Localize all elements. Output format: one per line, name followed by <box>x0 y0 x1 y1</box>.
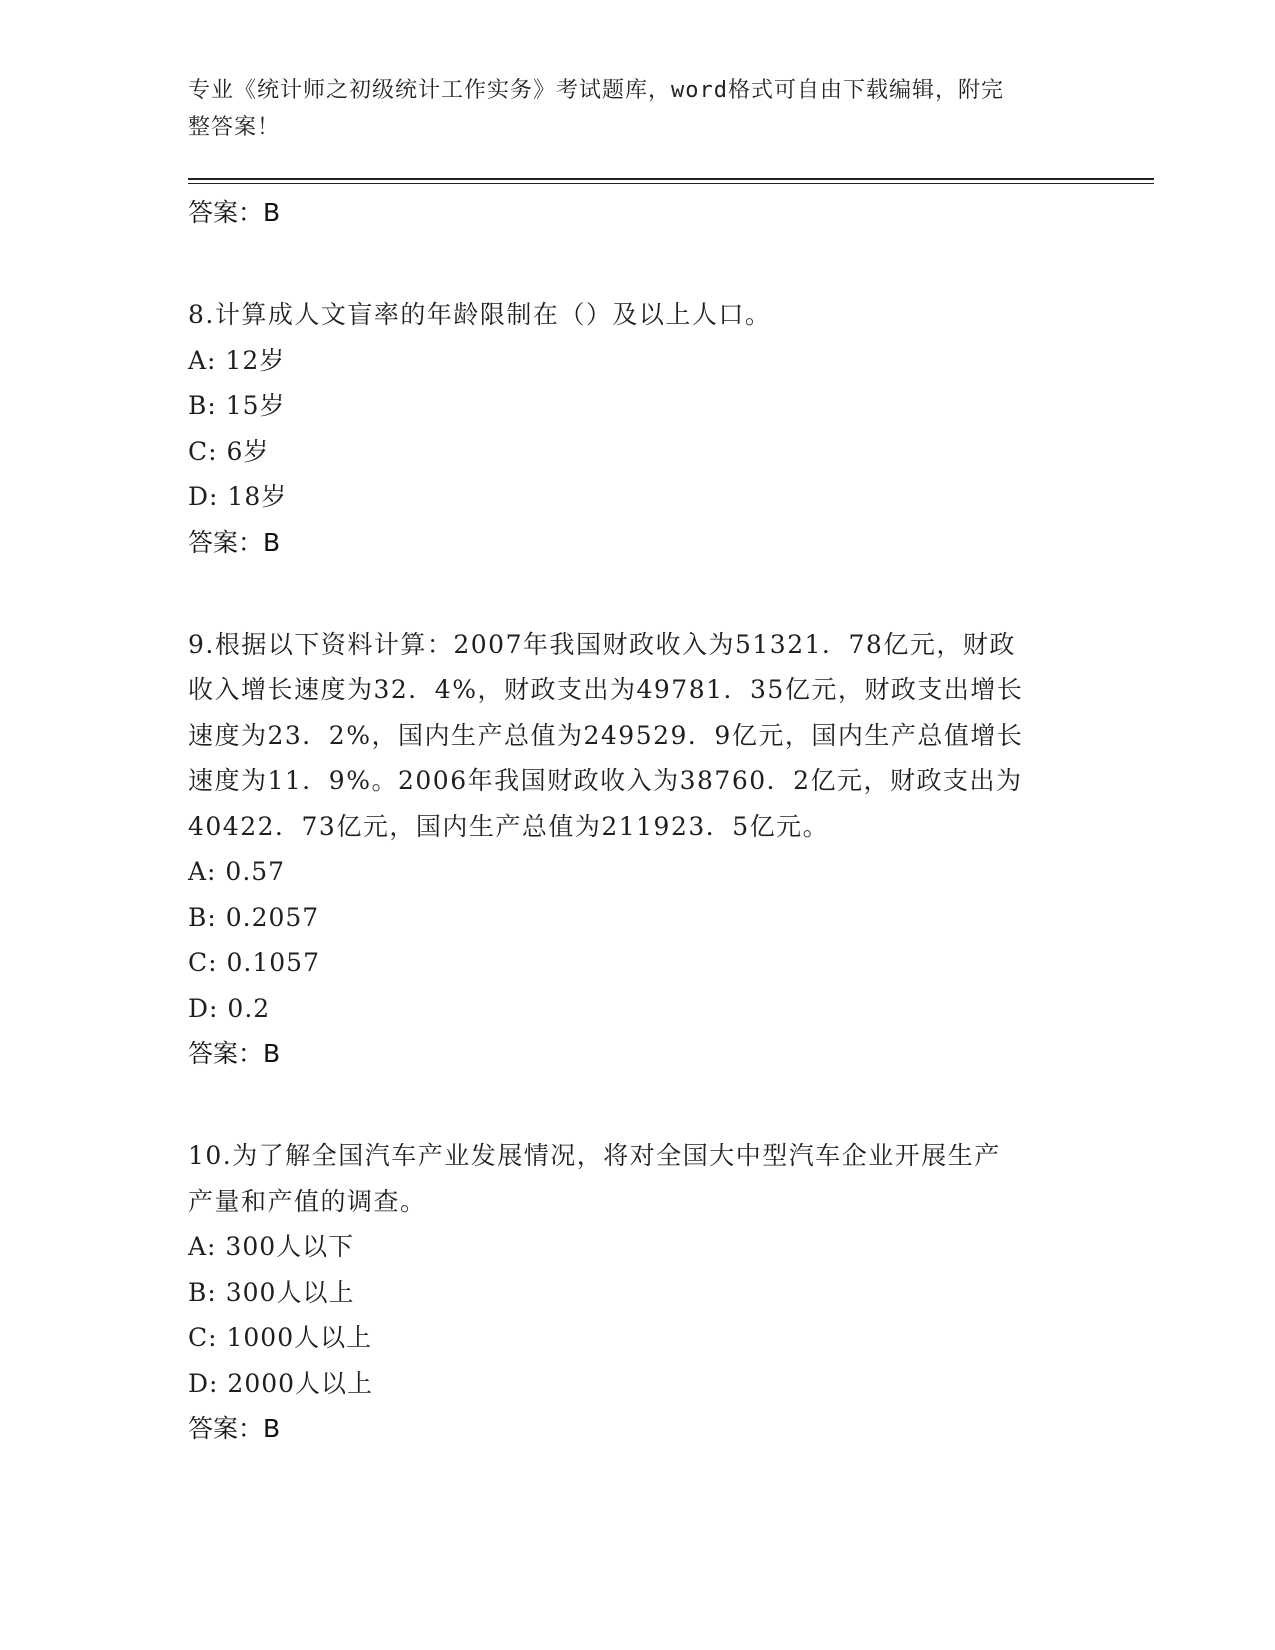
question-stem: 8.计算成人文盲率的年龄限制在（）及以上人口。 <box>188 300 772 329</box>
question-8 <box>188 292 1088 565</box>
question-stem-line: 收入增长速度为32．4%，财政支出为49781．35亿元，财政支出增长 <box>188 675 1024 704</box>
question-stem-line: 9.根据以下资料计算：2007年我国财政收入为51321．78亿元，财政 <box>188 629 1016 659</box>
option-a: A: 12岁 <box>188 345 286 375</box>
option-d: D: 2000人以上 <box>188 1368 374 1398</box>
answer-q10: 答案：B <box>188 1414 281 1443</box>
header-line-1: 专业《统计师之初级统计工作实务》考试题库，word格式可自由下载编辑，附完 <box>188 78 1004 103</box>
option-b: B: 300人以上 <box>188 1277 355 1307</box>
answer-q7: 答案：B <box>188 198 281 227</box>
question-stem-line: 40422．73亿元，国内生产总值为211923．5亿元。 <box>188 811 830 841</box>
option-d: D: 18岁 <box>188 482 288 511</box>
header-divider-thick <box>188 178 1154 180</box>
question-stem-line: 10.为了解全国汽车产业发展情况，将对全国大中型汽车企业开展生产 <box>188 1141 1001 1170</box>
option-b: B: 15岁 <box>188 391 286 420</box>
option-c: C: 1000人以上 <box>188 1323 373 1352</box>
option-d: D: 0.2 <box>188 993 271 1023</box>
question-9 <box>188 622 1088 1077</box>
option-c: C: 6岁 <box>188 436 270 466</box>
document-header <box>188 72 1078 146</box>
question-stem-line: 速度为23．2%，国内生产总值为249529．9亿元，国内生产总值增长 <box>188 720 1024 750</box>
question-stem-line: 产量和产值的调查。 <box>188 1186 427 1216</box>
question-list <box>188 190 1088 1451</box>
question-10 <box>188 1133 1088 1451</box>
header-divider-thin <box>188 183 1154 184</box>
question-stem-line: 速度为11．9%。2006年我国财政收入为38760．2亿元，财政支出为 <box>188 766 1023 795</box>
option-c: C: 0.1057 <box>188 948 320 977</box>
option-a: A: 300人以下 <box>188 1232 355 1261</box>
answer-q9: 答案：B <box>188 1039 281 1068</box>
header-line-2: 整答案！ <box>188 115 281 140</box>
answer-q8: 答案：B <box>188 527 281 557</box>
option-b: B: 0.2057 <box>188 902 320 932</box>
option-a: A: 0.57 <box>188 857 286 886</box>
